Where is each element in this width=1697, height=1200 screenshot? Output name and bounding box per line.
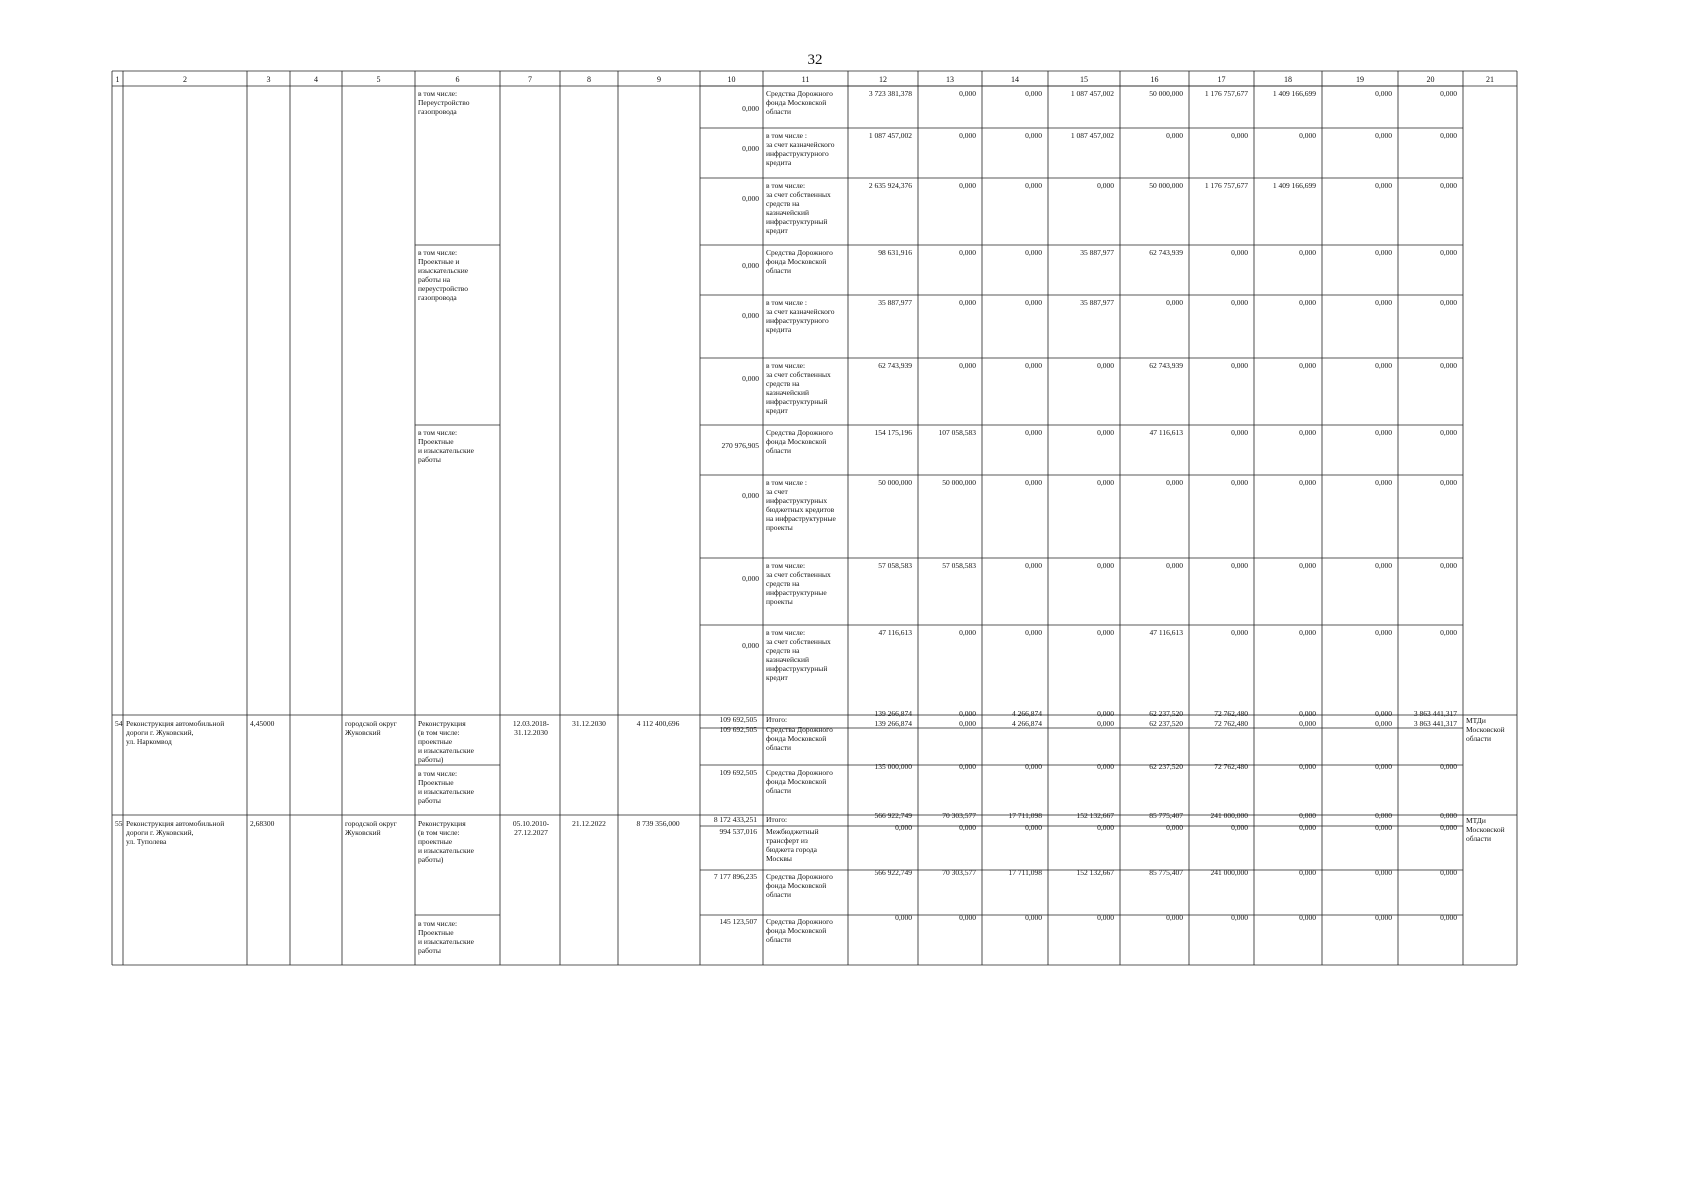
value-cell: 62 743,939	[1149, 361, 1183, 370]
value-cell: 0,000	[1097, 628, 1114, 637]
column-number-14: 14	[1011, 75, 1019, 84]
total-cost: 4 112 400,696	[636, 719, 680, 728]
source-amount: 0,000	[742, 374, 759, 383]
item-number: 54	[115, 719, 123, 728]
value-cell: 0,000	[1299, 762, 1316, 771]
capacity: 4,45000	[250, 719, 275, 728]
funding-source: Средства Дорожного фонда Московской области	[766, 917, 833, 944]
value-cell: 70 303,577	[942, 811, 976, 820]
value-cell: 0,000	[959, 361, 976, 370]
value-cell: 17 711,098	[1008, 811, 1042, 820]
value-cell: 0,000	[1375, 298, 1392, 307]
value-cell: 1 409 166,699	[1272, 181, 1316, 190]
funding-source: Межбюджетный трансферт из бюджета города Москвы	[766, 827, 819, 863]
value-cell: 98 631,916	[878, 248, 912, 257]
value-cell: 70 303,577	[942, 868, 976, 877]
funding-source: Средства Дорожного фонда Московской области	[766, 768, 833, 795]
value-cell: 0,000	[1440, 478, 1457, 487]
value-cell: 0,000	[1299, 709, 1316, 718]
value-cell: 0,000	[1440, 762, 1457, 771]
value-cell: 152 132,667	[1076, 811, 1114, 820]
value-cell: 0,000	[1375, 248, 1392, 257]
value-cell: 47 116,613	[1149, 628, 1183, 637]
value-cell: 0,000	[1440, 823, 1457, 832]
column-number-3: 3	[266, 75, 271, 84]
value-cell: 139 266,874	[874, 719, 912, 728]
value-cell: 0,000	[1231, 823, 1248, 832]
capacity: 2,68300	[250, 819, 275, 828]
column-number-13: 13	[946, 75, 954, 84]
value-cell: 85 775,407	[1149, 811, 1183, 820]
value-cell: 135 000,000	[874, 762, 912, 771]
value-cell: 0,000	[1025, 181, 1042, 190]
value-cell: 2 635 924,376	[868, 181, 912, 190]
value-cell: 0,000	[1440, 298, 1457, 307]
value-cell: 0,000	[959, 709, 976, 718]
municipality: городской округ Жуковский	[345, 719, 397, 737]
value-cell: 0,000	[1231, 913, 1248, 922]
value-cell: 57 058,583	[878, 561, 912, 570]
value-cell: 0,000	[1440, 868, 1457, 877]
value-cell: 0,000	[1375, 913, 1392, 922]
item-number: 55	[115, 819, 123, 828]
source-amount: 994 537,016	[719, 827, 757, 836]
source-amount: 0,000	[742, 104, 759, 113]
value-cell: 72 762,480	[1214, 719, 1248, 728]
value-cell: 0,000	[1231, 361, 1248, 370]
value-cell: 566 922,749	[874, 811, 912, 820]
column-number-11: 11	[801, 75, 810, 84]
value-cell: 0,000	[1375, 478, 1392, 487]
value-cell: 35 887,977	[878, 298, 912, 307]
value-cell: 50 000,000	[1149, 181, 1183, 190]
value-cell: 0,000	[1375, 428, 1392, 437]
value-cell: 0,000	[1375, 762, 1392, 771]
funding-source: Средства Дорожного фонда Московской области	[766, 725, 833, 752]
column-number-10: 10	[727, 75, 736, 84]
page-number: 32	[807, 52, 823, 68]
funding-source: Средства Дорожного фонда Московской области	[766, 248, 833, 275]
value-cell: 0,000	[1299, 868, 1316, 877]
value-cell: 0,000	[1299, 811, 1316, 820]
value-cell: 0,000	[1097, 913, 1114, 922]
work-type: Реконструкция (в том числе: проектные и изыскательские работы)	[418, 819, 474, 864]
value-cell: 0,000	[1375, 361, 1392, 370]
value-cell: 0,000	[1375, 561, 1392, 570]
value-cell: 0,000	[1097, 428, 1114, 437]
value-cell: 62 237,520	[1149, 762, 1183, 771]
value-cell: 47 116,613	[878, 628, 912, 637]
source-amount: 0,000	[742, 144, 759, 153]
value-cell: 0,000	[1299, 131, 1316, 140]
value-cell: 0,000	[1097, 762, 1114, 771]
funding-source: Средства Дорожного фонда Московской области	[766, 89, 833, 116]
value-cell: 0,000	[1299, 719, 1316, 728]
column-number-7: 7	[528, 75, 532, 84]
value-cell: 1 176 757,677	[1204, 181, 1248, 190]
funding-source: в том числе : за счет казначейского инфраструктурного кредита	[766, 298, 835, 334]
group-label: в том числе: Проектные и изыскательские работы на переустройство газопровода	[418, 248, 469, 302]
value-cell: 0,000	[1440, 628, 1457, 637]
value-cell: 35 887,977	[1080, 248, 1114, 257]
value-cell: 35 887,977	[1080, 298, 1114, 307]
value-cell: 0,000	[1231, 298, 1248, 307]
value-cell: 72 762,480	[1214, 709, 1248, 718]
value-cell: 0,000	[1025, 428, 1042, 437]
value-cell: 152 132,667	[1076, 868, 1114, 877]
value-cell: 0,000	[1299, 823, 1316, 832]
column-number-1: 1	[115, 75, 120, 84]
value-cell: 3 863 441,317	[1413, 719, 1457, 728]
value-cell: 0,000	[1231, 561, 1248, 570]
value-cell: 0,000	[1025, 628, 1042, 637]
value-cell: 0,000	[1166, 823, 1183, 832]
value-cell: 0,000	[1025, 478, 1042, 487]
funding-source: в том числе: за счет собственных средств на казначейский инфраструктурный кредит	[766, 361, 831, 415]
column-number-16: 16	[1150, 75, 1159, 84]
value-cell: 0,000	[1299, 428, 1316, 437]
value-cell: 107 058,583	[938, 428, 976, 437]
value-cell: 0,000	[1231, 478, 1248, 487]
value-cell: 0,000	[1299, 248, 1316, 257]
value-cell: 47 116,613	[1149, 428, 1183, 437]
value-cell: 0,000	[1231, 628, 1248, 637]
funding-source: Итого:	[766, 815, 788, 824]
value-cell: 50 000,000	[878, 478, 912, 487]
funding-source: в том числе : за счет казначейского инфраструктурного кредита	[766, 131, 835, 167]
value-cell: 50 000,000	[1149, 89, 1183, 98]
group-label: в том числе: Проектные и изыскательские работы	[418, 428, 474, 464]
period: 05.10.2010- 27.12.2027	[512, 819, 550, 837]
value-cell: 0,000	[1440, 248, 1457, 257]
funding-source: в том числе: за счет собственных средств на инфраструктурные проекты	[766, 561, 831, 606]
work-type-sub: в том числе: Проектные и изыскательские работы	[418, 769, 474, 805]
value-cell: 1 409 166,699	[1272, 89, 1316, 98]
object-name: Реконструкция автомобильной дороги г. Жуковский, ул. Туполева	[126, 819, 225, 846]
column-number-15: 15	[1080, 75, 1088, 84]
source-amount: 0,000	[742, 261, 759, 270]
value-cell: 0,000	[959, 913, 976, 922]
source-amount: 0,000	[742, 194, 759, 203]
customer: МТДи Московской области	[1466, 716, 1505, 743]
value-cell: 0,000	[1440, 561, 1457, 570]
value-cell: 0,000	[1375, 89, 1392, 98]
value-cell: 0,000	[1231, 131, 1248, 140]
value-cell: 0,000	[1375, 719, 1392, 728]
value-cell: 139 266,874	[874, 709, 912, 718]
column-number-20: 20	[1426, 75, 1435, 84]
value-cell: 57 058,583	[942, 561, 976, 570]
value-cell: 0,000	[1440, 913, 1457, 922]
value-cell: 0,000	[1440, 811, 1457, 820]
value-cell: 0,000	[1097, 823, 1114, 832]
funding-source: Средства Дорожного фонда Московской области	[766, 872, 833, 899]
value-cell: 0,000	[1299, 298, 1316, 307]
value-cell: 0,000	[1025, 131, 1042, 140]
source-amount: 0,000	[742, 491, 759, 500]
column-number-2: 2	[183, 75, 187, 84]
value-cell: 17 711,098	[1008, 868, 1042, 877]
value-cell: 3 863 441,317	[1413, 709, 1457, 718]
work-type: Реконструкция (в том числе: проектные и изыскательские работы)	[418, 719, 474, 764]
value-cell: 50 000,000	[942, 478, 976, 487]
source-amount: 0,000	[742, 574, 759, 583]
value-cell: 0,000	[959, 719, 976, 728]
customer: МТДи Московской области	[1466, 816, 1505, 843]
value-cell: 0,000	[1025, 298, 1042, 307]
value-cell: 0,000	[959, 762, 976, 771]
value-cell: 62 743,939	[878, 361, 912, 370]
value-cell: 0,000	[1097, 709, 1114, 718]
column-number-6: 6	[455, 75, 460, 84]
value-cell: 241 000,000	[1210, 868, 1248, 877]
value-cell: 0,000	[959, 89, 976, 98]
value-cell: 3 723 381,378	[868, 89, 912, 98]
value-cell: 0,000	[1375, 131, 1392, 140]
value-cell: 0,000	[1025, 762, 1042, 771]
column-number-21: 21	[1486, 75, 1494, 84]
value-cell: 0,000	[1025, 248, 1042, 257]
funding-source: в том числе: за счет собственных средств на казначейский инфраструктурный кредит	[766, 628, 831, 682]
column-number-12: 12	[879, 75, 887, 84]
end-date: 31.12.2030	[572, 719, 606, 728]
value-cell: 0,000	[1025, 823, 1042, 832]
value-cell: 0,000	[959, 131, 976, 140]
value-cell: 1 176 757,677	[1204, 89, 1248, 98]
source-amount: 109 692,505	[719, 715, 757, 724]
value-cell: 0,000	[1299, 361, 1316, 370]
value-cell: 0,000	[1025, 913, 1042, 922]
value-cell: 0,000	[959, 628, 976, 637]
funding-source: Итого:	[766, 715, 788, 724]
value-cell: 0,000	[895, 913, 912, 922]
value-cell: 0,000	[1299, 628, 1316, 637]
value-cell: 154 175,196	[874, 428, 912, 437]
value-cell: 1 087 457,002	[1070, 131, 1114, 140]
value-cell: 4 266,874	[1012, 719, 1042, 728]
source-amount: 7 177 896,235	[713, 872, 757, 881]
source-amount: 0,000	[742, 641, 759, 650]
value-cell: 4 266,874	[1012, 709, 1042, 718]
group-label: в том числе: Переустройство газопровода	[418, 89, 470, 116]
column-number-9: 9	[657, 75, 661, 84]
value-cell: 0,000	[1375, 709, 1392, 718]
value-cell: 566 922,749	[874, 868, 912, 877]
value-cell: 0,000	[1025, 89, 1042, 98]
value-cell: 0,000	[1166, 913, 1183, 922]
column-number-17: 17	[1217, 75, 1226, 84]
total-cost: 8 739 356,000	[636, 819, 680, 828]
value-cell: 62 743,939	[1149, 248, 1183, 257]
value-cell: 0,000	[1440, 89, 1457, 98]
source-amount: 270 976,905	[721, 441, 759, 450]
value-cell: 0,000	[1440, 428, 1457, 437]
municipality: городской округ Жуковский	[345, 819, 397, 837]
value-cell: 62 237,520	[1149, 719, 1183, 728]
value-cell: 0,000	[1166, 561, 1183, 570]
value-cell: 0,000	[1097, 361, 1114, 370]
value-cell: 0,000	[1299, 478, 1316, 487]
end-date: 21.12.2022	[572, 819, 606, 828]
value-cell: 0,000	[1299, 561, 1316, 570]
value-cell: 241 000,000	[1210, 811, 1248, 820]
value-cell: 0,000	[1440, 131, 1457, 140]
value-cell: 72 762,480	[1214, 762, 1248, 771]
source-amount: 109 692,505	[719, 725, 757, 734]
value-cell: 0,000	[1166, 131, 1183, 140]
value-cell: 0,000	[1231, 428, 1248, 437]
value-cell: 0,000	[959, 298, 976, 307]
value-cell: 0,000	[1025, 361, 1042, 370]
object-name: Реконструкция автомобильной дороги г. Жуковский, ул. Наркомвод	[126, 719, 225, 746]
column-number-8: 8	[587, 75, 591, 84]
value-cell: 0,000	[1440, 361, 1457, 370]
value-cell: 0,000	[1166, 298, 1183, 307]
source-amount: 0,000	[742, 311, 759, 320]
source-amount: 8 172 433,251	[713, 815, 757, 824]
value-cell: 0,000	[895, 823, 912, 832]
column-number-19: 19	[1356, 75, 1364, 84]
value-cell: 0,000	[1375, 181, 1392, 190]
value-cell: 0,000	[1166, 478, 1183, 487]
value-cell: 1 087 457,002	[868, 131, 912, 140]
value-cell: 0,000	[1440, 181, 1457, 190]
column-number-5: 5	[376, 75, 381, 84]
work-type-sub: в том числе: Проектные и изыскательские работы	[418, 919, 474, 955]
value-cell: 0,000	[1097, 719, 1114, 728]
funding-source: в том числе: за счет собственных средств на казначейский инфраструктурный кредит	[766, 181, 831, 235]
value-cell: 1 087 457,002	[1070, 89, 1114, 98]
source-amount: 145 123,507	[719, 917, 757, 926]
value-cell: 0,000	[1375, 868, 1392, 877]
value-cell: 0,000	[1097, 181, 1114, 190]
value-cell: 0,000	[1097, 561, 1114, 570]
funding-source: в том числе : за счет инфраструктурных бюджетных кредитов на инфраструктурные проекты	[766, 478, 836, 532]
value-cell: 85 775,407	[1149, 868, 1183, 877]
funding-source: Средства Дорожного фонда Московской области	[766, 428, 833, 455]
value-cell: 0,000	[959, 823, 976, 832]
value-cell: 0,000	[1299, 913, 1316, 922]
column-number-4: 4	[314, 75, 318, 84]
period: 12.03.2018- 31.12.2030	[512, 719, 550, 737]
value-cell: 0,000	[959, 248, 976, 257]
value-cell: 0,000	[1231, 248, 1248, 257]
value-cell: 0,000	[1375, 628, 1392, 637]
value-cell: 62 237,520	[1149, 709, 1183, 718]
source-amount: 109 692,505	[719, 768, 757, 777]
column-number-18: 18	[1284, 75, 1292, 84]
value-cell: 0,000	[1375, 823, 1392, 832]
value-cell: 0,000	[1025, 561, 1042, 570]
value-cell: 0,000	[959, 181, 976, 190]
value-cell: 0,000	[1375, 811, 1392, 820]
value-cell: 0,000	[1097, 478, 1114, 487]
